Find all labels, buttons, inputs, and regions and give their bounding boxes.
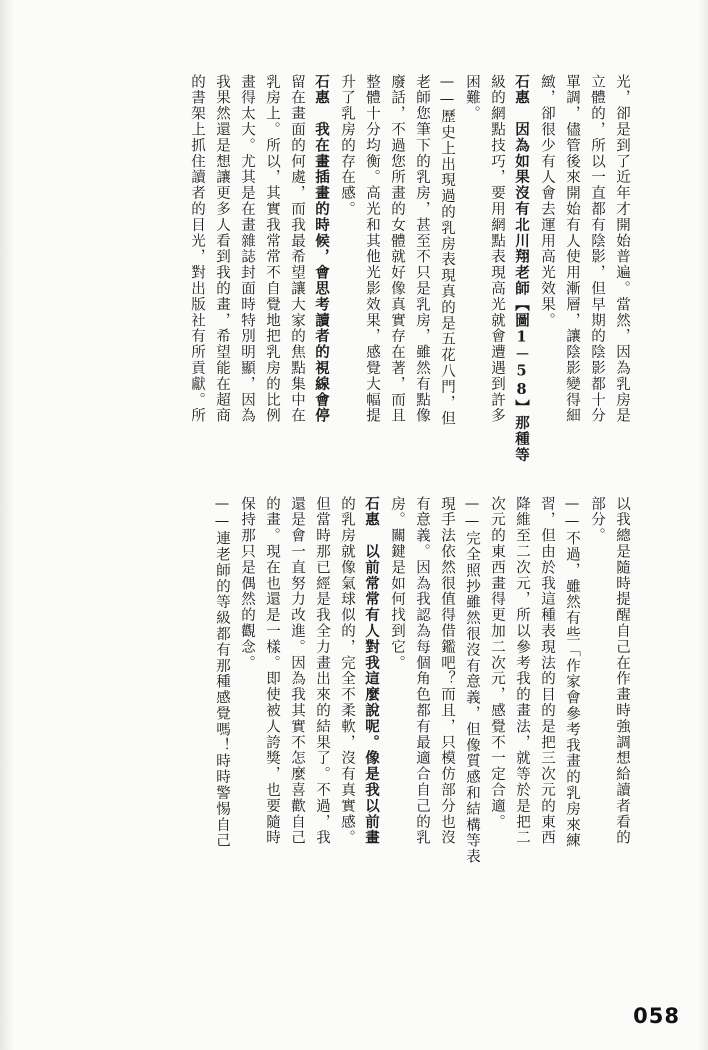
text-column: [284, 496, 309, 961]
text-column: [259, 496, 284, 961]
text-column: [409, 496, 434, 961]
text-column-line: 立體的，所以一直都有陰影，但早期的陰影都十分: [589, 74, 605, 424]
text-column: [334, 496, 359, 961]
text-column-line: 的畫。現在也還是一樣。即使被人誇獎，也要隨時: [264, 496, 280, 846]
text-column-line: 石惠 我在畫插畫的時候，會思考讀者的視線會停: [313, 74, 330, 424]
text-column-line: 的乳房就像氣球似的，完全不柔軟，沒有真實感。: [339, 496, 355, 846]
text-column-line: 次元的東西畫得更加二次元，感覺不一定合適。: [489, 496, 505, 830]
text-column: [534, 496, 559, 961]
text-column: [209, 74, 234, 504]
text-column-line: 留在畫面的何處，而我最希望讓大家的焦點集中在: [289, 74, 305, 424]
text-column-line: 石惠 以前常常有人對我這麼說呢。像是我以前畫: [363, 496, 380, 846]
text-column-line: 光，卻是到了近年才開始普遍。當然，因為乳房是: [614, 74, 630, 424]
text-column: [459, 74, 484, 504]
text-column: [584, 74, 609, 504]
text-column-line: 有意義。因為我認為每個角色都有最適合自己的乳: [414, 496, 430, 846]
text-column-line: 我果然還是想讓更多人看到我的畫，希望能在超商: [214, 74, 230, 424]
text-column-speaker: [309, 74, 334, 504]
upper-text-block: [80, 74, 634, 504]
lower-text-block: [80, 496, 634, 961]
text-column-line: ——歷史上出現過的乳房表現真的是五花八門，但: [439, 74, 455, 427]
text-column-line: 困難。: [464, 74, 480, 122]
text-column-line: 但當時那已經是我全力畫出來的結果了。不過，我: [314, 496, 330, 846]
text-column-line: 廢話，不過您所畫的女體就好像真實存在著，而且: [389, 74, 405, 424]
text-column-line: 乳房上。所以，其實我常常不自覺地把乳房的比例: [264, 74, 280, 424]
text-column-line: 還是會一直努力改進。因為我其實不怎麼喜歡自己: [289, 496, 305, 846]
text-column: [209, 496, 234, 961]
page-number: 058: [633, 1004, 680, 1028]
text-column-line: 降維至二次元，所以參考我的畫法，就等於是把二: [514, 496, 530, 846]
text-column: [434, 74, 459, 504]
text-column-line: 級的網點技巧，要用網點表現高光就會遭遇到許多: [489, 74, 505, 424]
text-column: [234, 74, 259, 504]
text-column-line: ——完全照抄雖然很沒有意義，但像質感和結構等表: [464, 496, 480, 865]
text-column-line: 畫得太大。尤其是在畫雜誌封面時特別明顯，因為: [239, 74, 255, 424]
text-column: [284, 74, 309, 504]
text-column-line: 緻，卻很少有人會去運用高光效果。: [539, 74, 555, 329]
text-column-line: 單調，儘管後來開始有人使用漸層，讓陰影變得細: [564, 74, 580, 424]
text-column: [259, 74, 284, 504]
text-column: [384, 496, 409, 961]
text-column: [609, 496, 634, 961]
text-column: [359, 74, 384, 504]
text-column: [509, 496, 534, 961]
text-column: [459, 496, 484, 961]
text-column: [309, 496, 334, 961]
text-column-line: 升了乳房的存在感。: [339, 74, 355, 218]
text-column-speaker: [509, 74, 534, 504]
text-column-line: 老師您筆下的乳房，甚至不只是乳房，雖然有點像: [414, 74, 430, 424]
text-column: [334, 74, 359, 504]
text-column-line: 房。關鍵是如何找到它。: [389, 496, 405, 671]
text-column: [484, 496, 509, 961]
text-column-line: ——連老師的等級都有那種感覺嗎！時時警惕自己: [214, 496, 230, 849]
text-column: [384, 74, 409, 504]
text-column: [184, 74, 209, 504]
text-column: [434, 496, 459, 961]
text-column-line: 的書架上抓住讀者的目光，對出版社有所貢獻。所: [189, 74, 205, 424]
text-column-line: 保持那只是偶然的觀念。: [239, 496, 255, 671]
text-column: [559, 496, 584, 961]
text-column-line: 現手法依然很值得借鑑吧？而且，只模仿部分也沒: [439, 496, 455, 846]
text-column: [409, 74, 434, 504]
text-column-line: 石惠 因為如果沒有北川翔老師【圖1－58】那種等: [513, 74, 530, 464]
text-column-line: 以我總是隨時提醒自己在作畫時強調想給讀者看的: [614, 496, 630, 846]
text-column: [584, 496, 609, 961]
text-column: [609, 74, 634, 504]
text-column: [559, 74, 584, 504]
text-column: [234, 496, 259, 961]
text-column-line: 整體十分均衡。高光和其他光影效果，感覺大幅提: [364, 74, 380, 424]
text-column-speaker: [359, 496, 384, 961]
text-column-line: ——不過，雖然有些「作家會參考我畫的乳房來練: [564, 496, 580, 849]
text-column-line: 部分。: [589, 496, 605, 544]
text-column: [534, 74, 559, 504]
text-column: [484, 74, 509, 504]
text-column-line: 習，但由於我這種表現法的目的是把三次元的東西: [539, 496, 555, 846]
